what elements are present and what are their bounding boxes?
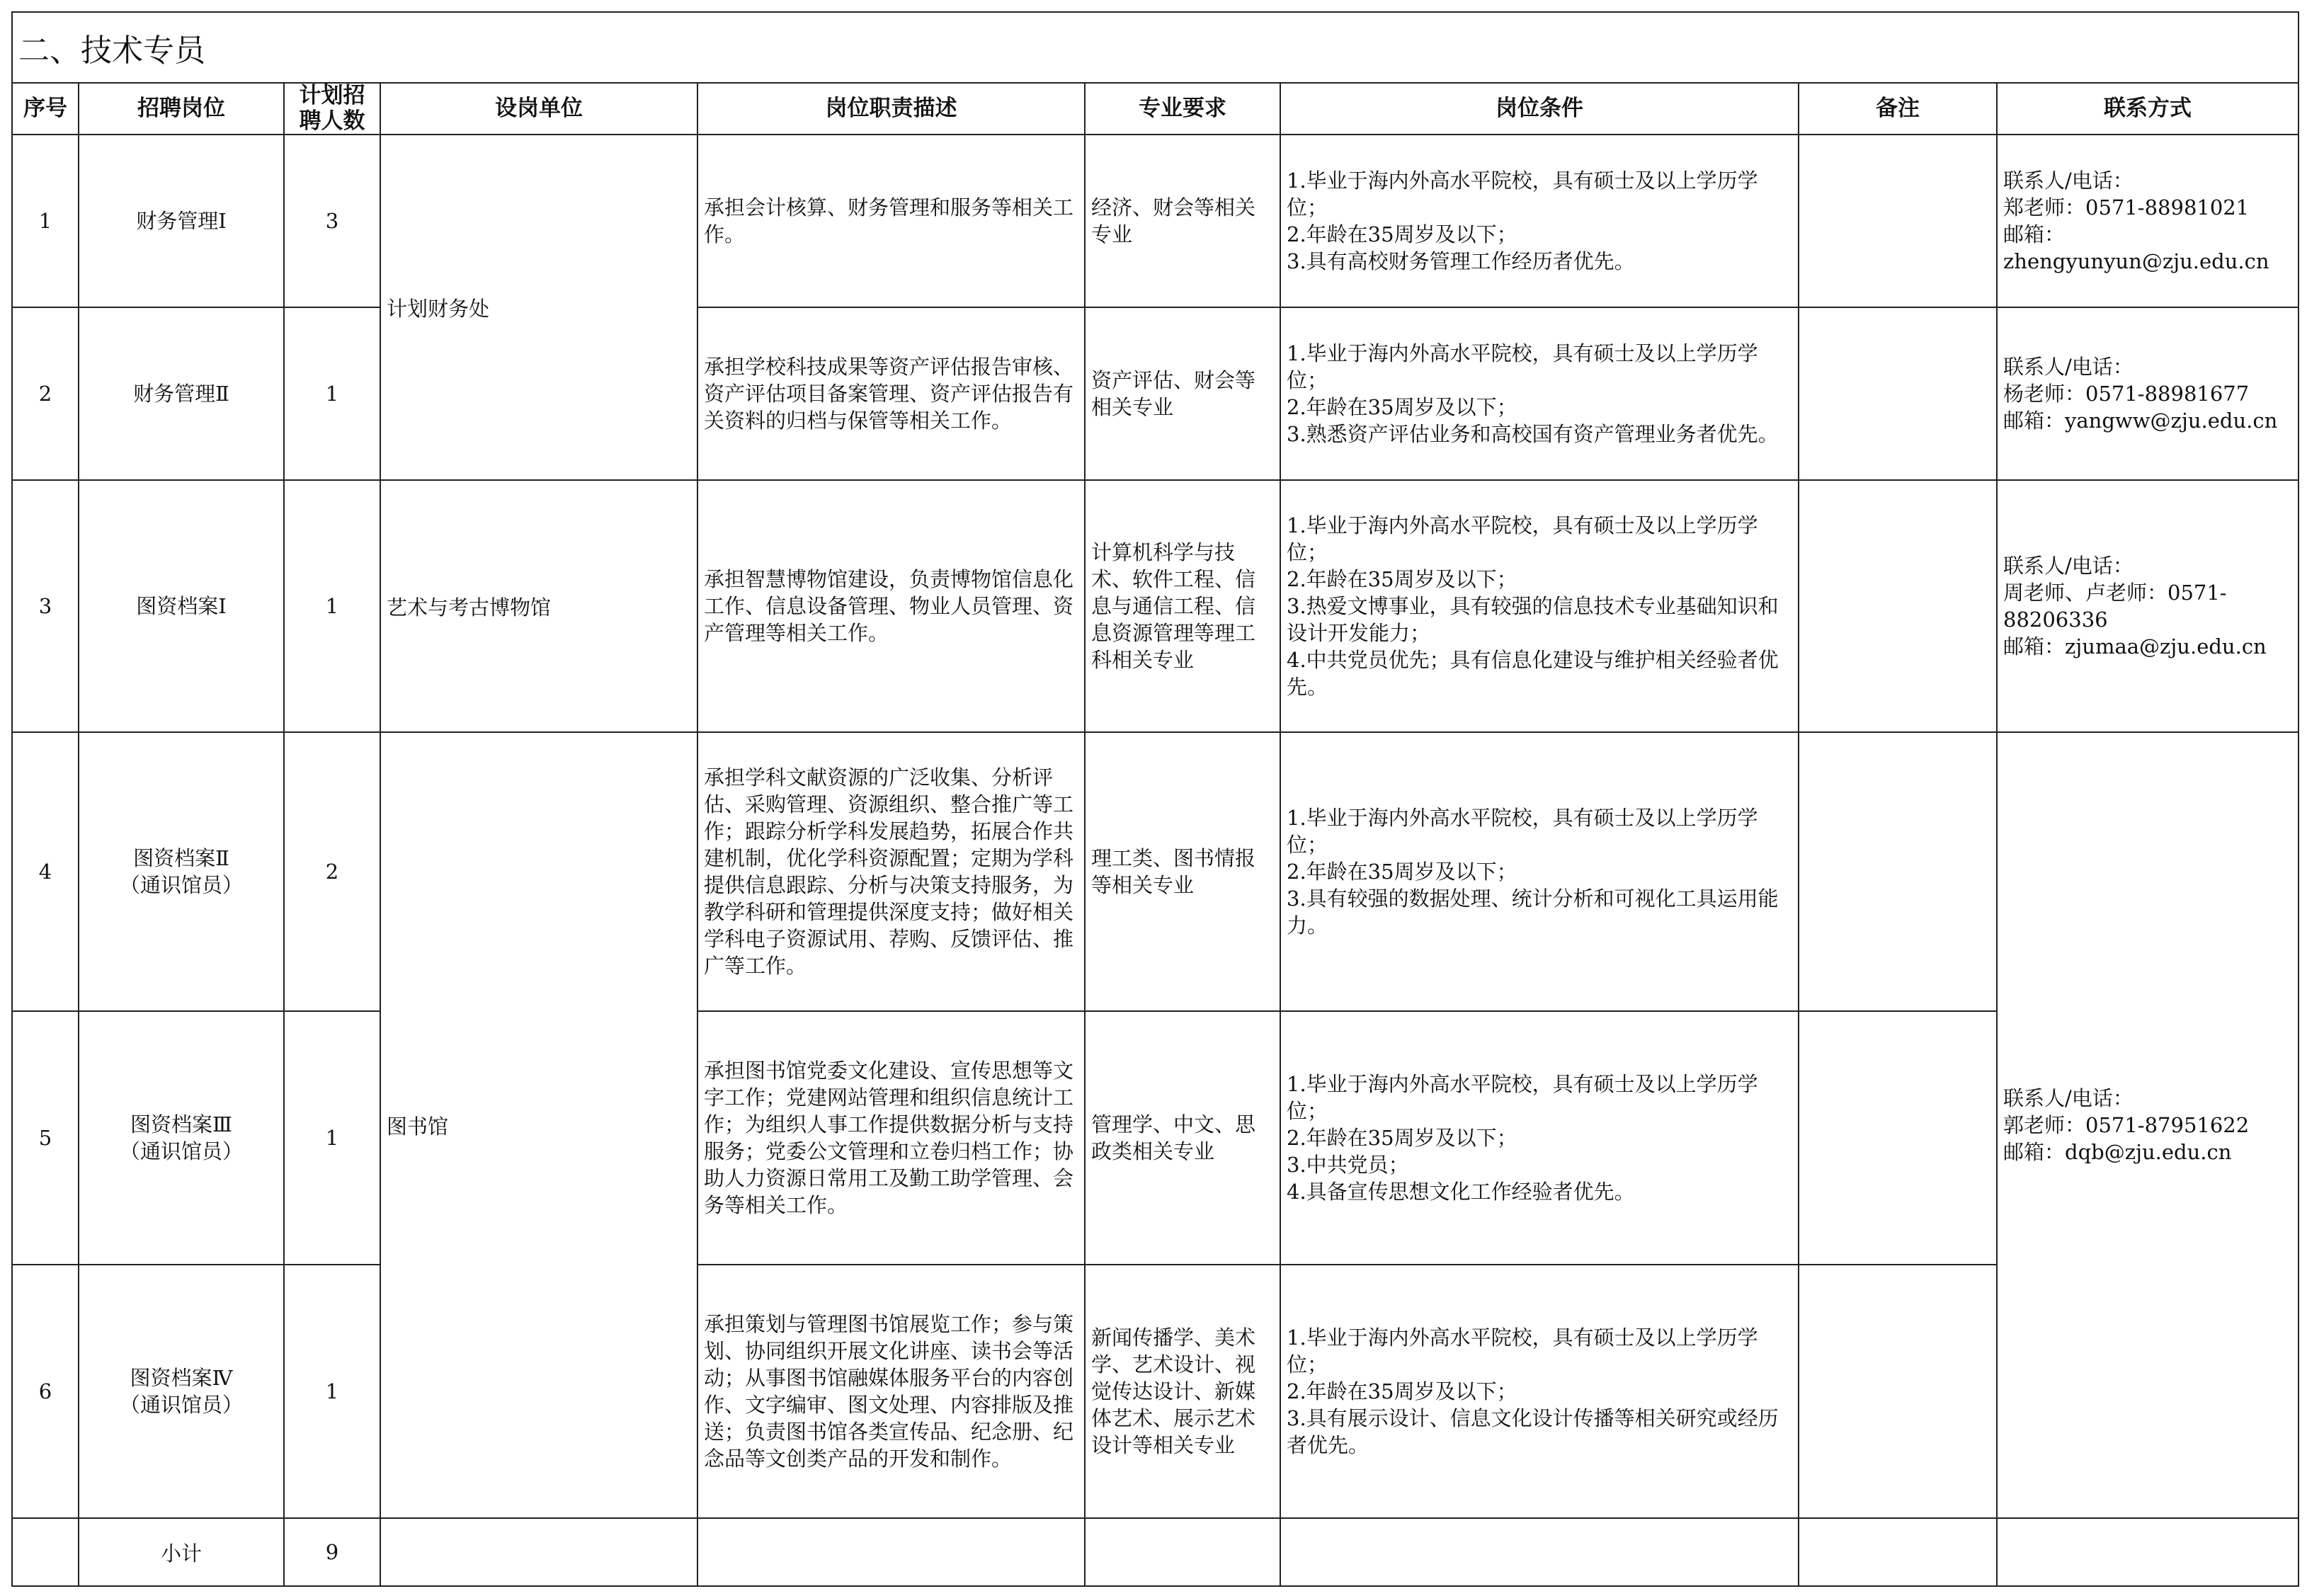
row-duties: 承担学科文献资源的广泛收集、分析评估、采购管理、资源组织、整合推广等工作；跟踪分析学科发展趋势，拓展合作共建机制，优化学科资源配置；定期为学科提供信息跟踪、分析与决策支持服务，为教学科研和管理提供深度支持；做好相关学科电子资源试用、荐购、反馈评估、推广等工作。 [697, 732, 1085, 1011]
row-conditions [1280, 1011, 1799, 1265]
table-row [12, 1011, 2299, 1265]
header-duties: 岗位职责描述 [697, 83, 1085, 135]
header-row [12, 83, 2299, 135]
row-remarks [1799, 307, 1997, 480]
condition-line: 1.毕业于海内外高水平院校，具有硕士及以上学历学位； [1287, 1072, 1758, 1124]
subtotal-planned: 9 [284, 1518, 380, 1586]
row-position [79, 1011, 284, 1265]
row-conditions [1280, 732, 1799, 1011]
condition-line: 3.具有高校财务管理工作经历者优先。 [1287, 249, 1635, 274]
subtotal-label: 小计 [79, 1518, 284, 1586]
row-remarks [1799, 480, 1997, 732]
row-seq: 5 [12, 1011, 79, 1265]
condition-line: 2.年龄在35周岁及以下； [1287, 395, 1517, 420]
table-row [12, 480, 2299, 732]
row-position [79, 480, 284, 732]
row-position [79, 1265, 284, 1518]
position-name: 图资档案Ⅰ [136, 594, 227, 619]
row-major: 资产评估、财会等相关专业 [1085, 307, 1280, 480]
condition-line: 1.毕业于海内外高水平院校，具有硕士及以上学历学位； [1287, 806, 1758, 857]
contact-email-link[interactable]: 邮箱：yangww@zju.edu.cn [2003, 409, 2278, 433]
condition-line: 4.具备宣传思想文化工作经验者优先。 [1287, 1180, 1635, 1204]
header-unit: 设岗单位 [380, 83, 697, 135]
row-planned: 3 [284, 135, 380, 307]
row-seq: 4 [12, 732, 79, 1011]
row-position [79, 307, 284, 480]
unit-museum: 艺术与考古博物馆 [380, 480, 697, 732]
contact-line: 郭老师：0571-87951622 [2003, 1113, 2250, 1138]
contact-email-link[interactable]: zhengyunyun@zju.edu.cn [2003, 249, 2269, 274]
subtotal-empty-cell [1085, 1518, 1280, 1586]
section-title: 二、技术专员 [12, 12, 2299, 83]
subtotal-empty-cell [12, 1518, 79, 1586]
table-row [12, 307, 2299, 480]
condition-line: 2.年龄在35周岁及以下； [1287, 222, 1517, 247]
position-subtitle: （通识馆员） [119, 1139, 243, 1164]
row-seq: 6 [12, 1265, 79, 1518]
position-name: 财务管理Ⅰ [136, 209, 227, 234]
row-major: 经济、财会等相关专业 [1085, 135, 1280, 307]
table-row [12, 1265, 2299, 1518]
row-planned: 1 [284, 1011, 380, 1265]
row-remarks [1799, 1265, 1997, 1518]
unit-finance: 计划财务处 [380, 135, 697, 480]
row-seq: 2 [12, 307, 79, 480]
row-duties: 承担学校科技成果等资产评估报告审核、资产评估项目备案管理、资产评估报告有关资料的归档与保管等相关工作。 [697, 307, 1085, 480]
contact-email-link[interactable]: 邮箱：zjumaa@zju.edu.cn [2003, 634, 2267, 659]
contact-line: 联系人/电话： [2003, 169, 2134, 193]
row-contact [1997, 480, 2299, 732]
row-major: 理工类、图书情报等相关专业 [1085, 732, 1280, 1011]
header-major: 专业要求 [1085, 83, 1280, 135]
row-position [79, 135, 284, 307]
subtotal-empty-cell [380, 1518, 697, 1586]
row-seq: 1 [12, 135, 79, 307]
position-subtitle: （通识馆员） [119, 1393, 243, 1418]
subtotal-row [12, 1518, 2299, 1586]
library-contact [1997, 732, 2299, 1518]
contact-line: 杨老师：0571-88981677 [2003, 382, 2250, 406]
row-contact [1997, 135, 2299, 307]
condition-line: 2.年龄在35周岁及以下； [1287, 567, 1517, 592]
row-planned: 1 [284, 480, 380, 732]
row-conditions [1280, 480, 1799, 732]
condition-line: 3.具有较强的数据处理、统计分析和可视化工具运用能力。 [1287, 887, 1779, 938]
table-row [12, 135, 2299, 307]
row-conditions [1280, 1265, 1799, 1518]
condition-line: 4.中共党员优先；具有信息化建设与维护相关经验者优先。 [1287, 648, 1779, 700]
header-position: 招聘岗位 [79, 83, 284, 135]
subtotal-empty-cell [1997, 1518, 2299, 1586]
recruitment-table [11, 11, 2299, 1587]
condition-line: 3.热爱文博事业，具有较强的信息技术专业基础知识和设计开发能力； [1287, 594, 1779, 646]
row-duties: 承担会计核算、财务管理和服务等相关工作。 [697, 135, 1085, 307]
row-remarks [1799, 1011, 1997, 1265]
row-remarks [1799, 135, 1997, 307]
position-subtitle: （通识馆员） [119, 873, 243, 898]
table-row [12, 732, 2299, 1011]
contact-line: 周老师、卢老师：0571-88206336 [2003, 581, 2227, 632]
position-name: 图资档案Ⅱ [133, 846, 229, 871]
row-planned: 1 [284, 1265, 380, 1518]
row-major: 计算机科学与技术、软件工程、信息与通信工程、信息资源管理等理工科相关专业 [1085, 480, 1280, 732]
row-duties: 承担智慧博物馆建设，负责博物馆信息化工作、信息设备管理、物业人员管理、资产管理等相关工作。 [697, 480, 1085, 732]
contact-email-link[interactable]: 邮箱：dqb@zju.edu.cn [2003, 1140, 2232, 1165]
contact-line: 联系人/电话： [2003, 1086, 2134, 1111]
row-duties: 承担图书馆党委文化建设、宣传思想等文字工作；党建网站管理和组织信息统计工作；为组织人事工作提供数据分析与支持服务；党委公文管理和立卷归档工作；协助人力资源日常用工及勤工助学管理、会务等相关工作。 [697, 1011, 1085, 1265]
condition-line: 3.熟悉资产评估业务和高校国有资产管理业务者优先。 [1287, 422, 1779, 447]
condition-line: 3.具有展示设计、信息文化设计传播等相关研究或经历者优先。 [1287, 1406, 1779, 1458]
contact-line: 邮箱： [2003, 222, 2066, 247]
condition-line: 3.中共党员； [1287, 1153, 1409, 1178]
contact-line: 联系人/电话： [2003, 355, 2134, 380]
row-conditions [1280, 307, 1799, 480]
row-major: 管理学、中文、思政类相关专业 [1085, 1011, 1280, 1265]
subtotal-empty-cell [1799, 1518, 1997, 1586]
row-planned: 1 [284, 307, 380, 480]
condition-line: 1.毕业于海内外高水平院校，具有硕士及以上学历学位； [1287, 513, 1758, 565]
header-seq: 序号 [12, 83, 79, 135]
row-remarks [1799, 732, 1997, 1011]
condition-line: 2.年龄在35周岁及以下； [1287, 1379, 1517, 1404]
condition-line: 2.年龄在35周岁及以下； [1287, 1126, 1517, 1151]
row-conditions [1280, 135, 1799, 307]
subtotal-empty-cell [697, 1518, 1085, 1586]
header-planned: 计划招聘人数 [284, 83, 380, 135]
position-name: 图资档案Ⅳ [130, 1366, 233, 1391]
condition-line: 1.毕业于海内外高水平院校，具有硕士及以上学历学位； [1287, 169, 1758, 220]
row-seq: 3 [12, 480, 79, 732]
contact-line: 郑老师：0571-88981021 [2003, 195, 2250, 220]
position-name: 财务管理Ⅱ [133, 382, 229, 406]
contact-line: 联系人/电话： [2003, 554, 2134, 578]
row-major: 新闻传播学、美术学、艺术设计、视觉传达设计、新媒体艺术、展示艺术设计等相关专业 [1085, 1265, 1280, 1518]
condition-line: 2.年龄在35周岁及以下； [1287, 860, 1517, 884]
header-remarks: 备注 [1799, 83, 1997, 135]
condition-line: 1.毕业于海内外高水平院校，具有硕士及以上学历学位； [1287, 341, 1758, 393]
header-conditions: 岗位条件 [1280, 83, 1799, 135]
recruitment-table-sheet [11, 11, 2298, 1588]
row-duties: 承担策划与管理图书馆展览工作；参与策划、协同组织开展文化讲座、读书会等活动；从事图书馆融媒体服务平台的内容创作、文字编审、图文处理、内容排版及推送；负责图书馆各类宣传品、纪念册、纪念品等文创类产品的开发和制作。 [697, 1265, 1085, 1518]
row-position [79, 732, 284, 1011]
subtotal-empty-cell [1280, 1518, 1799, 1586]
row-planned: 2 [284, 732, 380, 1011]
position-name: 图资档案Ⅲ [130, 1112, 232, 1137]
header-contact: 联系方式 [1997, 83, 2299, 135]
unit-library: 图书馆 [380, 732, 697, 1518]
row-contact [1997, 307, 2299, 480]
condition-line: 1.毕业于海内外高水平院校，具有硕士及以上学历学位； [1287, 1326, 1758, 1377]
